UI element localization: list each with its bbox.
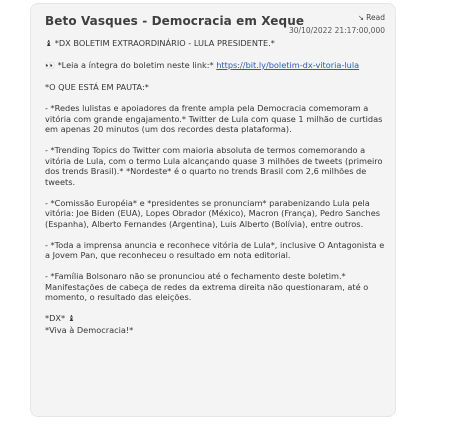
sender-name: Beto Vasques - Democracia em Xeque (45, 14, 305, 28)
pauta-item-2: - *Trending Topics do Twitter com maioria absoluta de termos comemorando a vitória de Lula, com o termo Lula alcançando quase 3 milhões de tweets (primeiro dos trends Brasil).* *Nordeste* é o quarto no trends Brasil com 2,6 milhões de tweets. (45, 145, 383, 187)
link-line (45, 60, 385, 72)
signature-dx: *DX* (45, 313, 66, 323)
headline-text: *DX BOLETIM EXTRAORDINÁRIO - LULA PRESIDENTE.* (54, 38, 275, 48)
pauta-title: *O QUE ESTÁ EM PAUTA:* (45, 82, 149, 92)
boletim-link[interactable]: https://bit.ly/boletim-dx-vitoria-lula (216, 60, 360, 70)
pauta-item-4: - *Toda a imprensa anuncia e reconhece vitória de Lula*, inclusive O Antagonista e a Jovem Pan, que reconheceu o resultado em nota editorial. (45, 239, 385, 260)
read-status (358, 13, 385, 22)
signature (45, 313, 385, 335)
message-timestamp: 30/10/2022 21:17:00,000 (289, 26, 385, 35)
pauta-item-1: - *Redes lulistas e apoiadores da frente ampla pela Democracia comemoram a vitória com grande engajamento.* Twitter de Lula com quase 1 milhão de curtidas em apenas 20 minutos (um dos recordes desta plataforma). (45, 103, 383, 134)
signature-viva: *Viva à Democracia!* (45, 324, 134, 335)
message-body (45, 38, 385, 335)
eyes-icon: 👀 (45, 61, 55, 70)
link-prefix: *Leia a íntegra do boletim neste link:* (57, 60, 214, 70)
headline-line (45, 38, 385, 50)
chess-piece-icon: ♝ (67, 314, 75, 323)
chess-piece-icon: ♝ (45, 39, 53, 48)
pauta-item-5: - *Família Bolsonaro não se pronunciou até o fechamento deste boletim.* Manifestações de cabeça de redes da extrema direita não questionaram, até o momento, o resultado das eleições. (45, 271, 369, 302)
arrow-icon: ↘ (357, 13, 365, 22)
message-bubble (30, 3, 396, 417)
read-label: Read (366, 13, 385, 22)
message-header (45, 10, 385, 26)
pauta-item-3: - *Comissão Européia* e *presidentes se pronunciam* parabenizando Lula pela vitória: Joe Biden (EUA), Lopes Obrador (México), Macron (França), Pedro Sanches (Espanha), Alberto Fernandes (Argentina), Luis Alberto (Bolívia), entre outros. (45, 197, 381, 229)
